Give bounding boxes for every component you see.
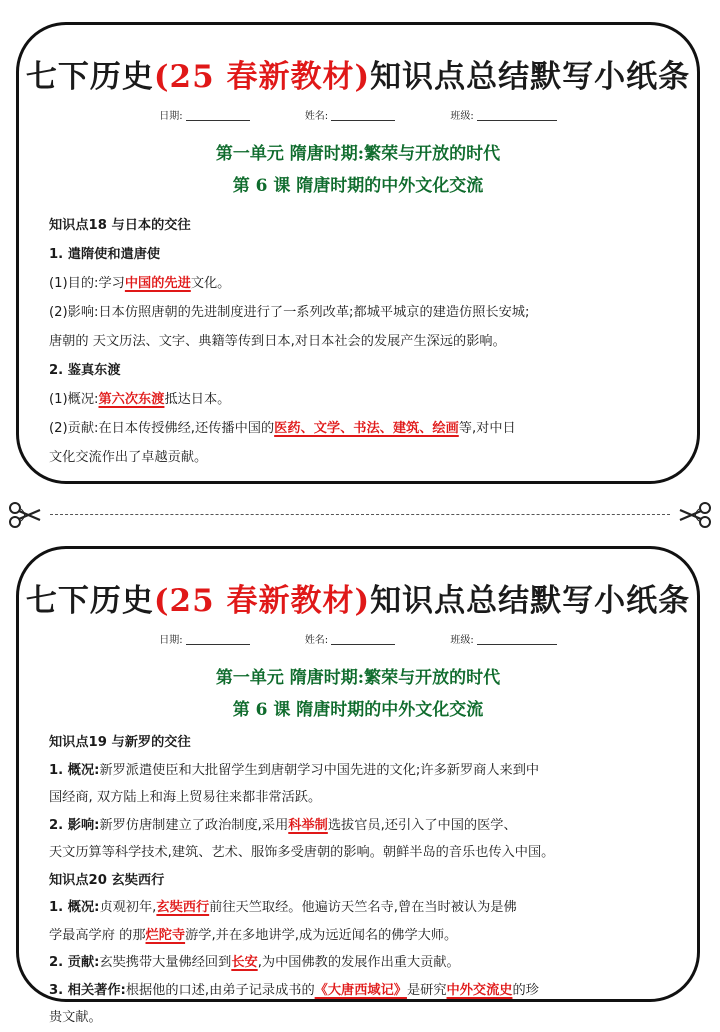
answer-highlight: 烂陀寺 [145,927,186,943]
note-card-2 [16,546,700,1025]
name-field[interactable]: 姓名: [305,631,395,646]
answer-highlight: 玄奘西行 [156,900,210,915]
title-prefix: 七下历史 [25,59,154,95]
class-field[interactable]: 班级: [450,107,556,122]
section-heading: 2. 鉴真东渡 [49,363,121,378]
title-suffix: 知识点总结默写小纸条 [370,583,691,619]
title-highlight: (25 春新教材) [153,583,371,619]
info-fields [19,107,697,122]
knowledge-point-heading: 知识点19 与新罗的交往 [49,735,191,750]
info-fields [19,631,697,646]
text-line: 2. 贡献:玄奘携带大量佛经回到长安,为中国佛教的发展作出重大贡献。 [49,955,460,970]
lesson-heading: 第 6 课 隋唐时期的中外文化交流 [232,176,484,196]
cut-line-divider [8,500,712,530]
note-card-1 [16,22,700,484]
unit-heading: 第一单元 隋唐时期:繁荣与开放的时代 [215,144,501,164]
answer-highlight: 第六次东渡 [98,392,165,407]
answer-highlight: 《大唐西域记》 [314,982,407,998]
text-line: 1. 概况:贞观初年,玄奘西行前往天竺取经。他遍访天竺名寺,曾在当时被认为是佛 [49,900,517,915]
text-line: 1. 概况:新罗派遣使臣和大批留学生到唐朝学习中国先进的文化;许多新罗商人来到中 [49,762,540,778]
text-line: (2)影响:日本仿照唐朝的先进制度进行了一系列改革;都城平城京的建造仿照长安城; [49,305,530,320]
title-highlight: (25 春新教材) [153,59,371,95]
answer-highlight: 中国的先进 [124,276,191,291]
text-line: 文化交流作出了卓越贡献。 [49,450,208,465]
date-field[interactable]: 日期: [159,107,249,122]
scissors-icon [678,500,712,530]
text-line: 学最高学府 的那烂陀寺游学,并在多地讲学,成为远近闻名的佛学大师。 [49,927,458,943]
card-title [19,575,697,620]
knowledge-point-heading: 知识点18 与日本的交往 [49,218,191,233]
text-line: 唐朝的 天文历法、文字、典籍等传到日本,对日本社会的发展产生深远的影响。 [49,334,506,349]
card-body [49,729,671,1032]
section-heading: 1. 遣隋使和遣唐使 [49,247,161,262]
text-line: 贵文献。 [49,1010,102,1025]
unit-heading: 第一单元 隋唐时期:繁荣与开放的时代 [215,668,501,688]
class-field[interactable]: 班级: [450,631,556,646]
dashed-line [50,514,670,515]
text-line: 2. 影响:新罗仿唐制建立了政治制度,采用科举制选拔官员,还引入了中国的医学、 [49,817,517,833]
name-field[interactable]: 姓名: [305,107,395,122]
text-line: 国经商, 双方陆上和海上贸易往来都非常活跃。 [49,790,322,805]
card-title [19,51,697,96]
text-line: (1)目的:学习中国的先进文化。 [49,276,231,291]
answer-highlight: 长安 [231,955,258,970]
text-line: 3. 相关著作:根据他的口述,由弟子记录成书的《大唐西域记》是研究中外交流史的珍 [49,982,539,998]
scissors-icon [8,500,42,530]
answer-highlight: 科举制 [288,817,328,833]
text-line: (1)概况:第六次东渡抵达日本。 [49,392,231,407]
text-line: (2)贡献:在日本传授佛经,还传播中国的医药、文学、书法、建筑、绘画等,对中日 [49,421,516,436]
answer-highlight: 中外交流史 [446,982,513,998]
knowledge-point-heading: 知识点20 玄奘西行 [49,872,165,888]
date-field[interactable]: 日期: [159,631,249,646]
title-suffix: 知识点总结默写小纸条 [370,59,691,95]
title-prefix: 七下历史 [25,583,154,619]
card-body [49,211,671,472]
answer-highlight: 医药、文学、书法、建筑、绘画 [274,421,459,436]
lesson-heading: 第 6 课 隋唐时期的中外文化交流 [232,700,484,720]
text-line: 天文历算等科学技术,建筑、艺术、服饰多受唐朝的影响。朝鲜半岛的音乐也传入中国。 [49,845,555,860]
